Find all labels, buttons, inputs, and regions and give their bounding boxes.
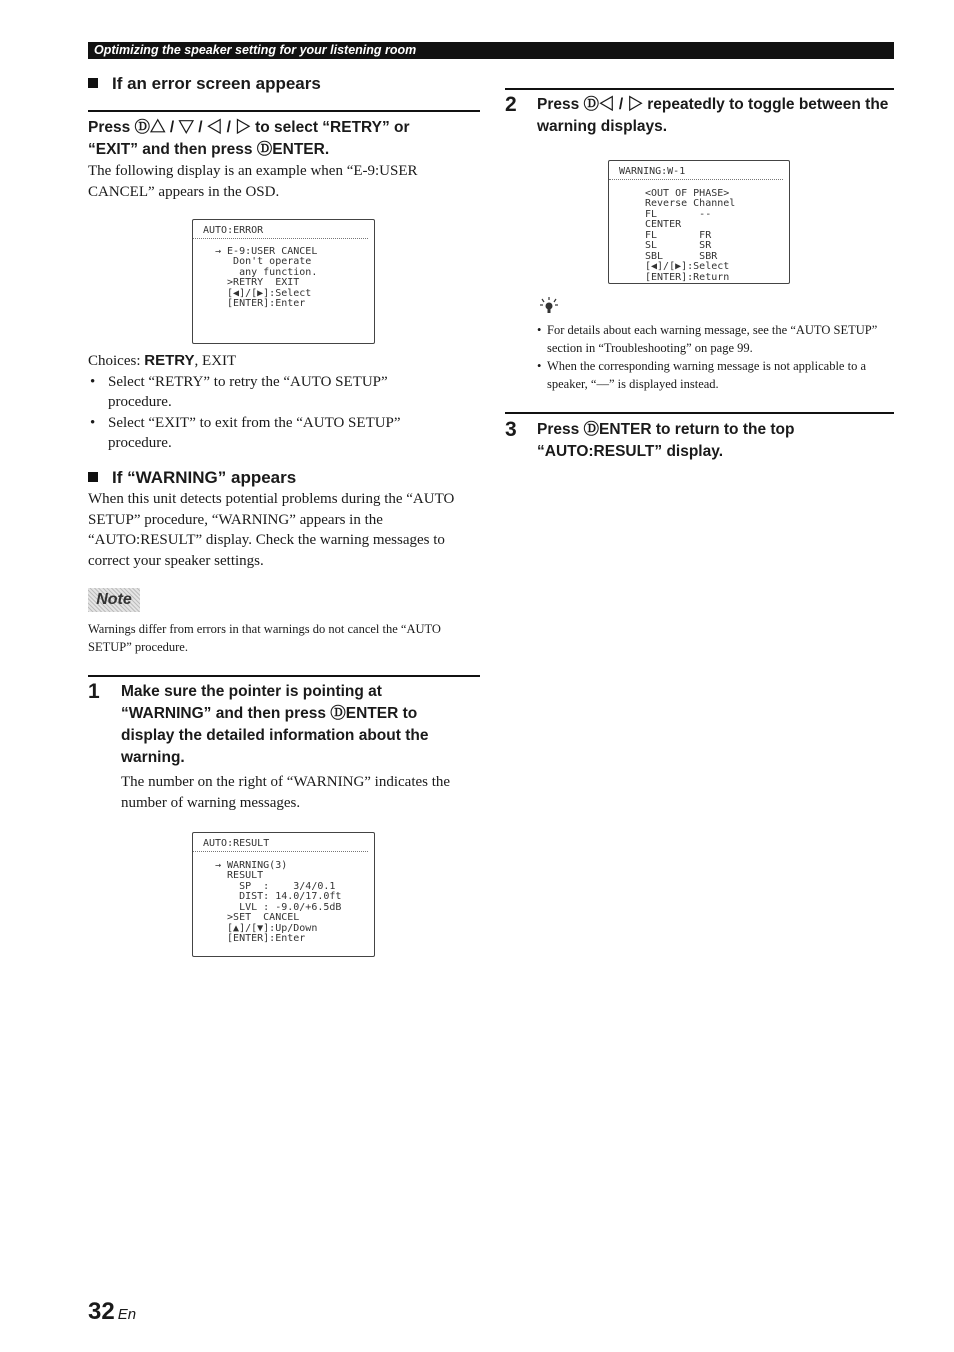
step3-heading: Press ⒹENTER to return to the top “AUTO:RESULT” display.: [537, 421, 795, 460]
error-heading-rule: [88, 110, 480, 112]
step3: [537, 419, 877, 463]
osd-auto-error-body: [193, 239, 374, 310]
osd-line: Don't operate: [215, 256, 312, 267]
step3-number: 3: [505, 418, 517, 441]
osd-line: >SET CANCEL: [215, 912, 300, 923]
osd-line: FL --: [645, 208, 712, 220]
step3-rule: [505, 412, 894, 414]
osd-line: <OUT OF PHASE>: [645, 187, 730, 199]
page-number: 32 En: [88, 1298, 137, 1325]
step2-tips: [537, 321, 894, 393]
note-section: [88, 620, 468, 656]
osd-line: any function.: [215, 266, 318, 278]
osd-line: CENTER: [645, 219, 682, 230]
list-item: • Select “EXIT” to exit from the “AUTO SETUP” procedure.: [88, 413, 418, 454]
osd-line: [▲]/[▼]:Up/Down: [215, 922, 318, 934]
step1-body: The number on the right of “WARNING” indicates the number of warning messages.: [121, 774, 451, 811]
error-instruction-line1: Press Ⓓ△ / ▽ / ◁ / ▷ to select “RETRY” or: [88, 119, 410, 136]
osd-auto-error-title: AUTO:ERROR: [193, 220, 368, 239]
osd-line: → WARNING(3): [215, 859, 288, 871]
error-choices-list: [88, 372, 418, 454]
osd-warning-title: WARNING:W-1: [609, 161, 783, 180]
osd-line: >RETRY EXIT: [215, 277, 300, 288]
page-header-bar: [88, 42, 894, 59]
warning-section: [88, 467, 480, 571]
list-item: • Select “RETRY” to retry the “AUTO SETUP” procedure.: [88, 372, 418, 413]
error-choices: [88, 351, 480, 454]
error-section-heading: If an error screen appears: [88, 73, 480, 95]
error-section: [88, 73, 480, 95]
list-item: • When the corresponding warning message is not applicable to a speaker, “––” is displayed instead.: [537, 357, 894, 393]
osd-line: RESULT: [215, 870, 264, 881]
osd-auto-error: [192, 219, 375, 344]
osd-warning: [608, 160, 790, 284]
osd-line: SL SR: [645, 240, 712, 251]
page-lang: En: [117, 1306, 137, 1323]
osd-warning-body: [609, 180, 789, 284]
step2-rule: [505, 88, 894, 90]
tip-lightbulb-icon: [538, 296, 560, 316]
warning-section-body: When this unit detects potential problems during the “AUTO SETUP” procedure, “WARNING” appears in the “AUTO:RESULT” display. Check the warning messages to correct your speaker settings.: [88, 491, 455, 569]
osd-line: [◀]/[▶]:Select: [215, 287, 312, 299]
osd-line: → E-9:USER CANCEL: [215, 245, 318, 257]
osd-line: [ENTER]:Enter: [215, 298, 306, 309]
note-badge: Note: [88, 588, 140, 612]
step1: [121, 681, 471, 813]
error-intro-text: The following display is an example when “E-9:USER CANCEL” appears in the OSD.: [88, 163, 418, 200]
osd-line: LVL : -9.0/+6.5dB: [215, 901, 342, 913]
osd-line: [ENTER]:Enter: [215, 933, 306, 944]
warning-section-heading: If “WARNING” appears: [88, 467, 480, 489]
note-text: Warnings differ from errors in that warnings do not cancel the “AUTO SETUP” procedure.: [88, 622, 441, 654]
osd-line: SP : 3/4/0.1: [215, 880, 336, 892]
tip-list: [537, 321, 894, 393]
osd-line: SBL SBR: [645, 250, 718, 262]
choices-text: Choices: RETRY, EXIT: [88, 352, 237, 369]
list-item: • For details about each warning message, see the “AUTO SETUP” section in “Troubleshooting” on page 99.: [537, 321, 894, 357]
osd-line: [ENTER]:Return: [645, 271, 730, 283]
step2-heading: Press Ⓓ◁ / ▷ repeatedly to toggle between the warning displays.: [537, 96, 889, 135]
step1-heading: Make sure the pointer is pointing at “WARNING” and then press ⒹENTER to display the detailed information about the warning.: [121, 683, 429, 766]
step2: [537, 94, 892, 138]
osd-auto-result: [192, 832, 375, 957]
osd-auto-result-title: AUTO:RESULT: [193, 833, 368, 852]
error-instruction-line2: “EXIT” and then press ⒹENTER.: [88, 141, 330, 158]
step2-number: 2: [505, 93, 517, 116]
step1-rule: [88, 675, 480, 677]
osd-line: Reverse Channel: [645, 198, 736, 209]
osd-line: FL FR: [645, 229, 712, 241]
error-instruction: [88, 117, 480, 202]
osd-line: [◀]/[▶]:Select: [645, 261, 730, 272]
osd-line: DIST: 14.0/17.0ft: [215, 891, 342, 902]
step1-number: 1: [88, 680, 100, 703]
osd-auto-result-body: [193, 852, 374, 945]
page-header-title: Optimizing the speaker setting for your listening room: [94, 43, 417, 57]
